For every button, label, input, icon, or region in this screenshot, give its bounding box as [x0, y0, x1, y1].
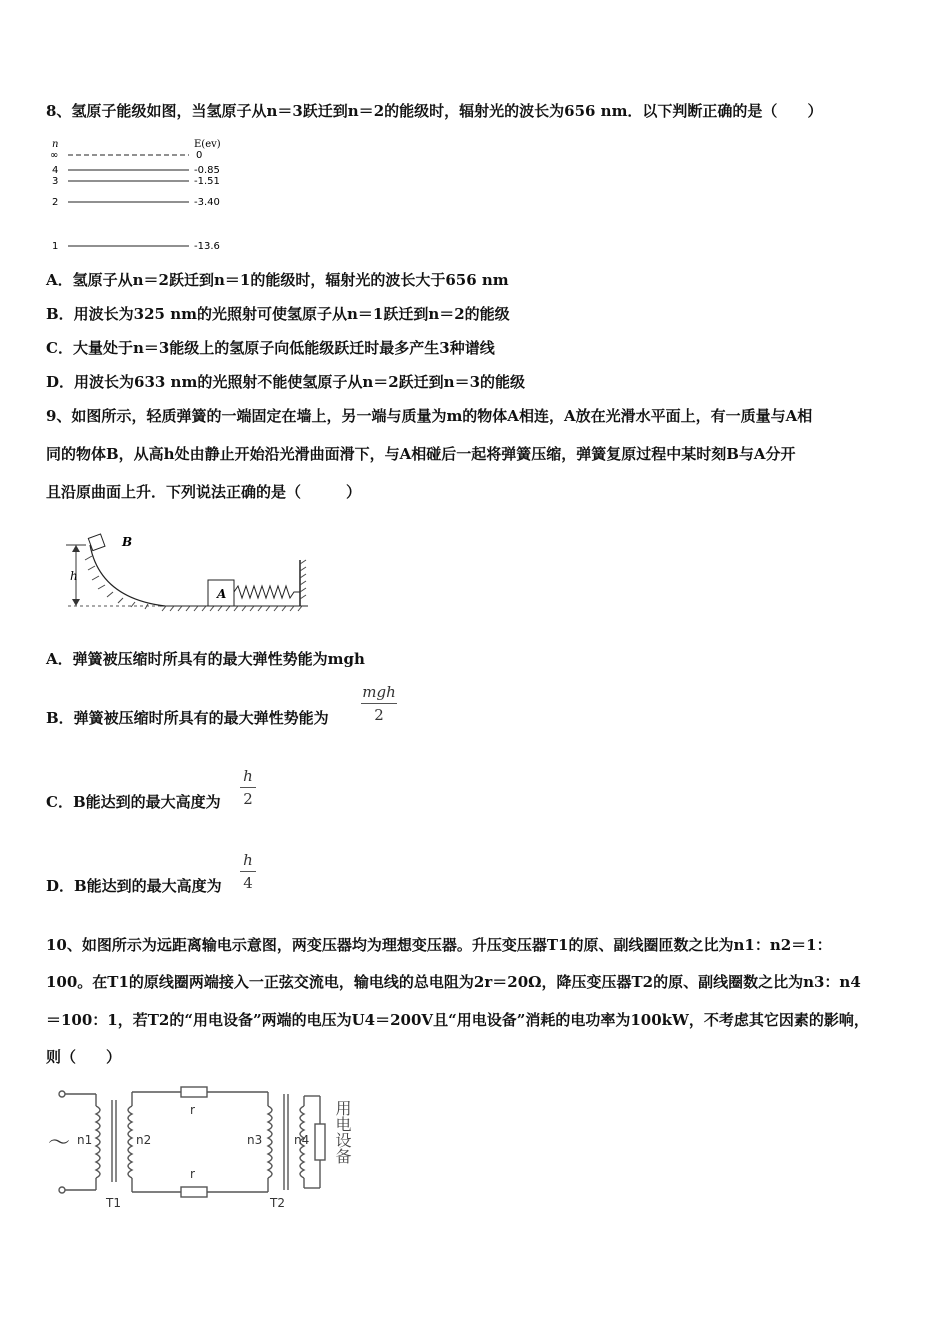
energy-level-diagram [46, 137, 236, 257]
level-e-4: -0.85 [194, 165, 220, 176]
q10-stem-line-4: 则（ ） [46, 1048, 122, 1066]
label-n4: n4 [294, 1133, 310, 1147]
q9-stem-line-3: 且沿原曲面上升．下列说法正确的是（ ） [46, 483, 362, 501]
level-n-1: 1 [52, 241, 59, 252]
level-n-3: 3 [52, 176, 59, 187]
label-t1: T1 [106, 1196, 121, 1210]
q9-option-d: D．B能达到的最大高度为 [46, 877, 222, 895]
label-b: B [122, 535, 133, 549]
q8-stem: 8、氢原子能级如图，当氢原子从n＝3跃迁到n＝2的能级时，辐射光的波长为656 nm．以下判断正确的是（ ） [46, 102, 823, 120]
n-header: n [52, 139, 59, 150]
label-t2: T2 [270, 1196, 285, 1210]
fraction-numerator: h [243, 851, 253, 869]
e-header: E(ev) [194, 139, 221, 150]
source-symbol: ～ [48, 1131, 71, 1156]
q9-stem-line-2: 同的物体B，从高h处由静止开始沿光滑曲面滑下，与A相碰后一起将弹簧压缩，弹簧复原过程中某时刻B与A分开 [46, 445, 796, 463]
label-n1: n1 [77, 1133, 93, 1147]
fraction-denominator: 2 [240, 787, 256, 808]
q8-option-d: D．用波长为633 nm的光照射不能使氢原子从n＝2跃迁到n＝3的能级 [46, 373, 526, 391]
level-n-inf: ∞ [50, 150, 59, 161]
q10-stem-line-2: 100。在T1的原线圈两端接入一正弦交流电，输电线的总电阻为2r＝20Ω，降压变压器T2的原、副线圈数之比为n3：n4 [46, 973, 861, 991]
fraction-denominator: 2 [361, 703, 397, 724]
q9-stem-line-1: 9、如图所示，轻质弹簧的一端固定在墙上，另一端与质量为m的物体A相连，A放在光滑水平面上，有一质量与A相 [46, 407, 813, 425]
fraction-numerator: h [243, 767, 253, 785]
label-n2: n2 [136, 1133, 152, 1147]
spring-block-diagram [60, 530, 320, 612]
level-e-3: -1.51 [194, 176, 220, 187]
q9-option-b: B．弹簧被压缩时所具有的最大弹性势能为 [46, 709, 329, 727]
level-n-4: 4 [52, 165, 59, 176]
q9-option-c-fraction [240, 767, 256, 808]
level-n-2: 2 [52, 197, 59, 208]
q10-stem-line-1: 10、如图所示为远距离输电示意图，两变压器均为理想变压器。升压变压器T1的原、副线圈匝数之比为n1：n2＝1： [46, 936, 832, 954]
level-e-inf: 0 [196, 150, 203, 161]
level-e-2: -3.40 [194, 197, 220, 208]
q8-option-a: A．氢原子从n＝2跃迁到n＝1的能级时，辐射光的波长大于656 nm [46, 271, 509, 289]
q10-stem-line-3: ＝100：1，若T2的“用电设备”两端的电压为U4＝200V且“用电设备”消耗的电功率为100kW，不考虑其它因素的影响， [46, 1011, 869, 1029]
fraction-denominator: 4 [240, 871, 256, 892]
label-n3: n3 [247, 1133, 263, 1147]
q9-option-d-fraction [240, 851, 256, 892]
level-e-1: -13.6 [194, 241, 220, 252]
q9-option-c: C．B能达到的最大高度为 [46, 793, 221, 811]
transmission-circuit-diagram [44, 1082, 364, 1212]
q8-option-c: C．大量处于n＝3能级上的氢原子向低能级跃迁时最多产生3种谱线 [46, 339, 495, 357]
fraction-numerator: mgh [362, 683, 396, 701]
label-r-bottom: r [190, 1167, 195, 1181]
q9-option-b-fraction [361, 683, 397, 724]
q9-option-a: A．弹簧被压缩时所具有的最大弹性势能为mgh [46, 650, 365, 668]
label-r-top: r [190, 1103, 195, 1117]
device-label: 用电设备 [333, 1100, 352, 1164]
q8-option-b: B．用波长为325 nm的光照射可使氢原子从n＝1跃迁到n＝2的能级 [46, 305, 510, 323]
label-a: A [217, 587, 227, 601]
label-h: h [70, 569, 78, 583]
